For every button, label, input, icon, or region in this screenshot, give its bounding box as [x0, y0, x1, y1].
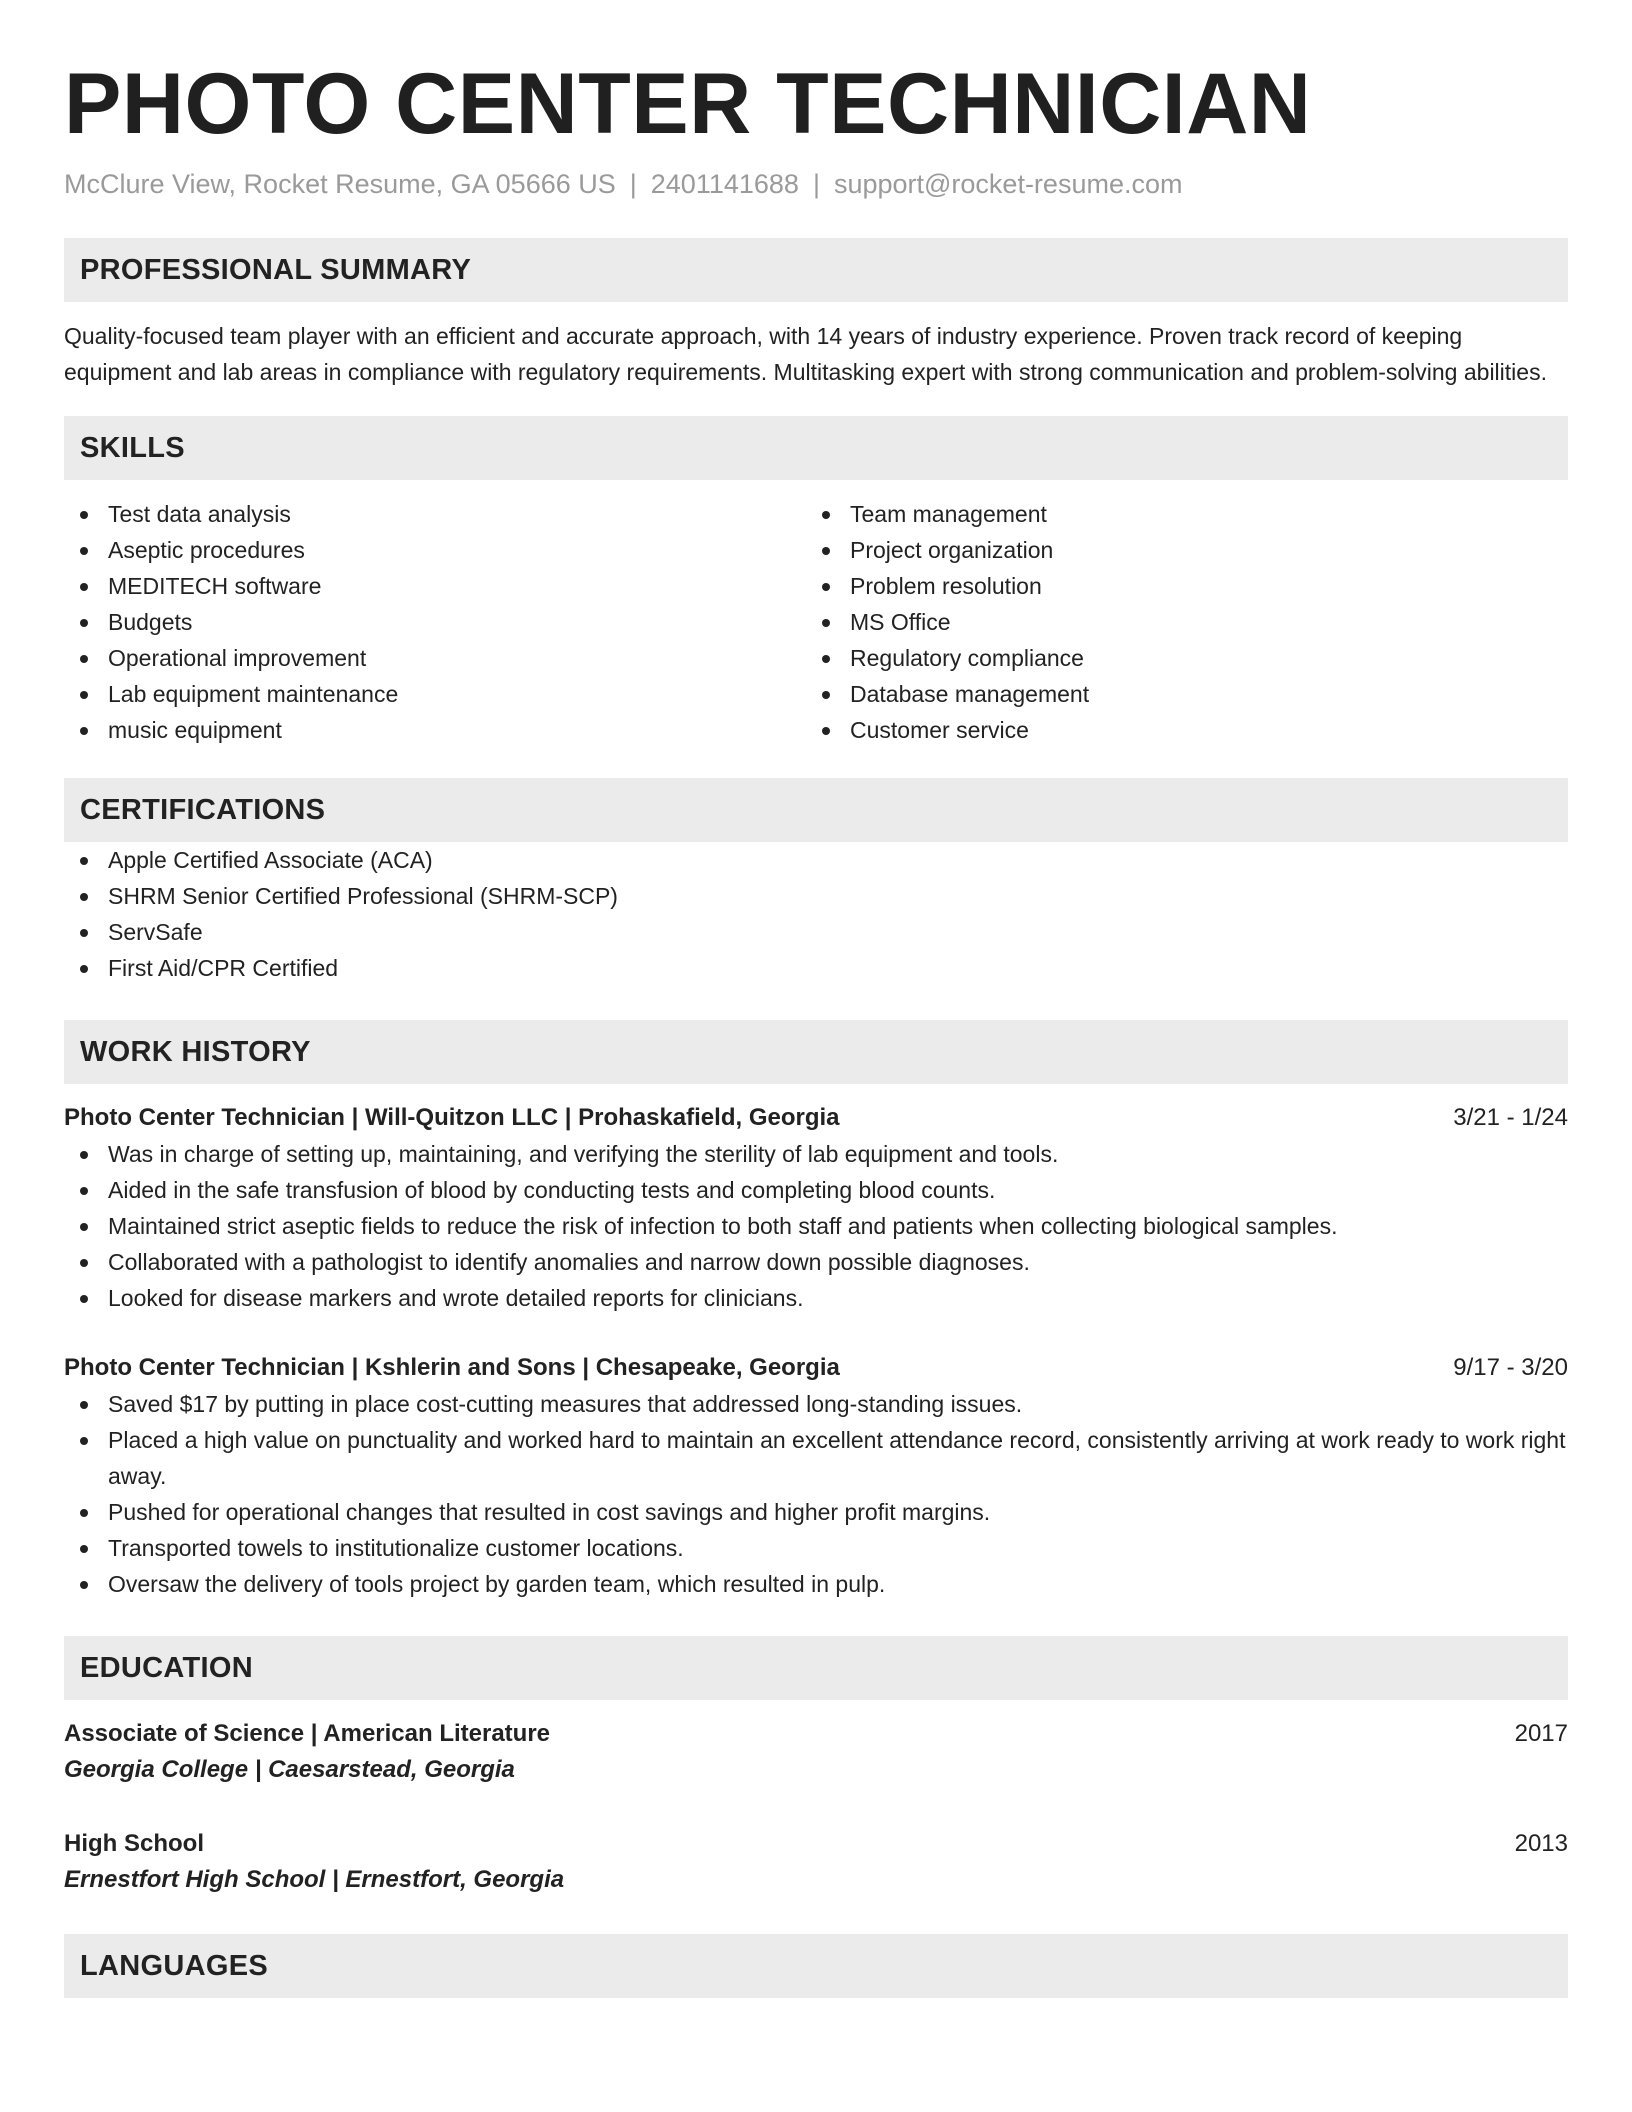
job-header	[64, 1350, 1568, 1386]
skills-column-left	[64, 496, 806, 748]
section-heading-skills: SKILLS	[64, 416, 1568, 480]
job-bullet: Looked for disease markers and wrote detailed reports for clinicians.	[64, 1280, 1568, 1316]
job-bullet: Maintained strict aseptic fields to reduce the risk of infection to both staff and patients when collecting biological samples.	[64, 1208, 1568, 1244]
education-school: Georgia College | Caesarstead, Georgia	[64, 1756, 515, 1783]
skill-item: Test data analysis	[64, 496, 806, 532]
job-bullet: Placed a high value on punctuality and worked hard to maintain an excellent attendance record, consistently arriving at work ready to work right away.	[64, 1422, 1568, 1494]
job-bullet: Oversaw the delivery of tools project by garden team, which resulted in pulp.	[64, 1566, 1568, 1602]
summary-text: Quality-focused team player with an efficient and accurate approach, with 14 years of industry experience. Proven track record of keeping equipment and lab areas in compliance with regulatory requirements. Multitasking expert with strong communication and problem-solving abilities.	[64, 323, 1547, 385]
skill-item: Operational improvement	[64, 640, 806, 676]
skill-item: Project organization	[806, 532, 1548, 568]
skills-list	[64, 496, 1568, 748]
skill-item: Budgets	[64, 604, 806, 640]
skill-item: Problem resolution	[806, 568, 1548, 604]
job-entry	[64, 1100, 1568, 1316]
section-heading-languages: LANGUAGES	[64, 1934, 1568, 1998]
education-entry	[64, 1826, 1568, 1898]
job-bullet: Collaborated with a pathologist to identify anomalies and narrow down possible diagnoses.	[64, 1244, 1568, 1280]
education-degree: Associate of Science | American Literature	[64, 1720, 551, 1747]
certification-item: ServSafe	[64, 914, 1568, 950]
contact-separator: |	[812, 169, 820, 199]
education-entry	[64, 1716, 1568, 1788]
job-bullet: Was in charge of setting up, maintaining, and verifying the sterility of lab equipment and tools.	[64, 1136, 1568, 1172]
certification-item: Apple Certified Associate (ACA)	[64, 842, 1568, 878]
job-title: Photo Center Technician | Kshlerin and Sons | Chesapeake, Georgia	[64, 1354, 840, 1381]
job-bullet: Pushed for operational changes that resulted in cost savings and higher profit margins.	[64, 1494, 1568, 1530]
section-heading-summary: PROFESSIONAL SUMMARY	[64, 238, 1568, 302]
job-title: Photo Center Technician | Will-Quitzon LLC | Prohaskafield, Georgia	[64, 1104, 840, 1131]
job-bullet: Aided in the safe transfusion of blood by conducting tests and completing blood counts.	[64, 1172, 1568, 1208]
section-heading-work-history: WORK HISTORY	[64, 1020, 1568, 1084]
skill-item: Team management	[806, 496, 1548, 532]
contact-line	[64, 166, 1568, 202]
contact-address: McClure View, Rocket Resume, GA 05666 US	[64, 169, 616, 199]
education-header	[64, 1716, 1568, 1752]
skill-item: MS Office	[806, 604, 1548, 640]
skill-item: MEDITECH software	[64, 568, 806, 604]
skill-item: music equipment	[64, 712, 806, 748]
section-heading-certifications: CERTIFICATIONS	[64, 778, 1568, 842]
certification-item: SHRM Senior Certified Professional (SHRM-SCP)	[64, 878, 1568, 914]
job-entry	[64, 1350, 1568, 1602]
job-bullets	[64, 1136, 1568, 1316]
skill-item: Database management	[806, 676, 1548, 712]
candidate-name: PHOTO CENTER TECHNICIAN	[64, 56, 1312, 152]
education-year: 2013	[1514, 1830, 1568, 1857]
skills-column-right	[806, 496, 1548, 748]
job-bullet: Transported towels to institutionalize customer locations.	[64, 1530, 1568, 1566]
contact-separator: |	[629, 169, 637, 199]
skill-item: Customer service	[806, 712, 1548, 748]
skill-item: Aseptic procedures	[64, 532, 806, 568]
job-dates: 3/21 - 1/24	[1453, 1104, 1568, 1131]
job-bullet: Saved $17 by putting in place cost-cutting measures that addressed long-standing issues.	[64, 1386, 1568, 1422]
skill-item: Lab equipment maintenance	[64, 676, 806, 712]
job-dates: 9/17 - 3/20	[1453, 1354, 1568, 1381]
certification-item: First Aid/CPR Certified	[64, 950, 1568, 986]
contact-email: support@rocket-resume.com	[833, 169, 1183, 199]
skill-item: Regulatory compliance	[806, 640, 1548, 676]
education-header	[64, 1826, 1568, 1862]
education-school: Ernestfort High School | Ernestfort, Georgia	[64, 1866, 565, 1893]
section-heading-education: EDUCATION	[64, 1636, 1568, 1700]
education-year: 2017	[1514, 1720, 1568, 1747]
education-degree: High School	[64, 1830, 204, 1857]
job-header	[64, 1100, 1568, 1136]
contact-phone: 2401141688	[650, 169, 799, 199]
certifications-list	[64, 842, 1568, 986]
job-bullets	[64, 1386, 1568, 1602]
